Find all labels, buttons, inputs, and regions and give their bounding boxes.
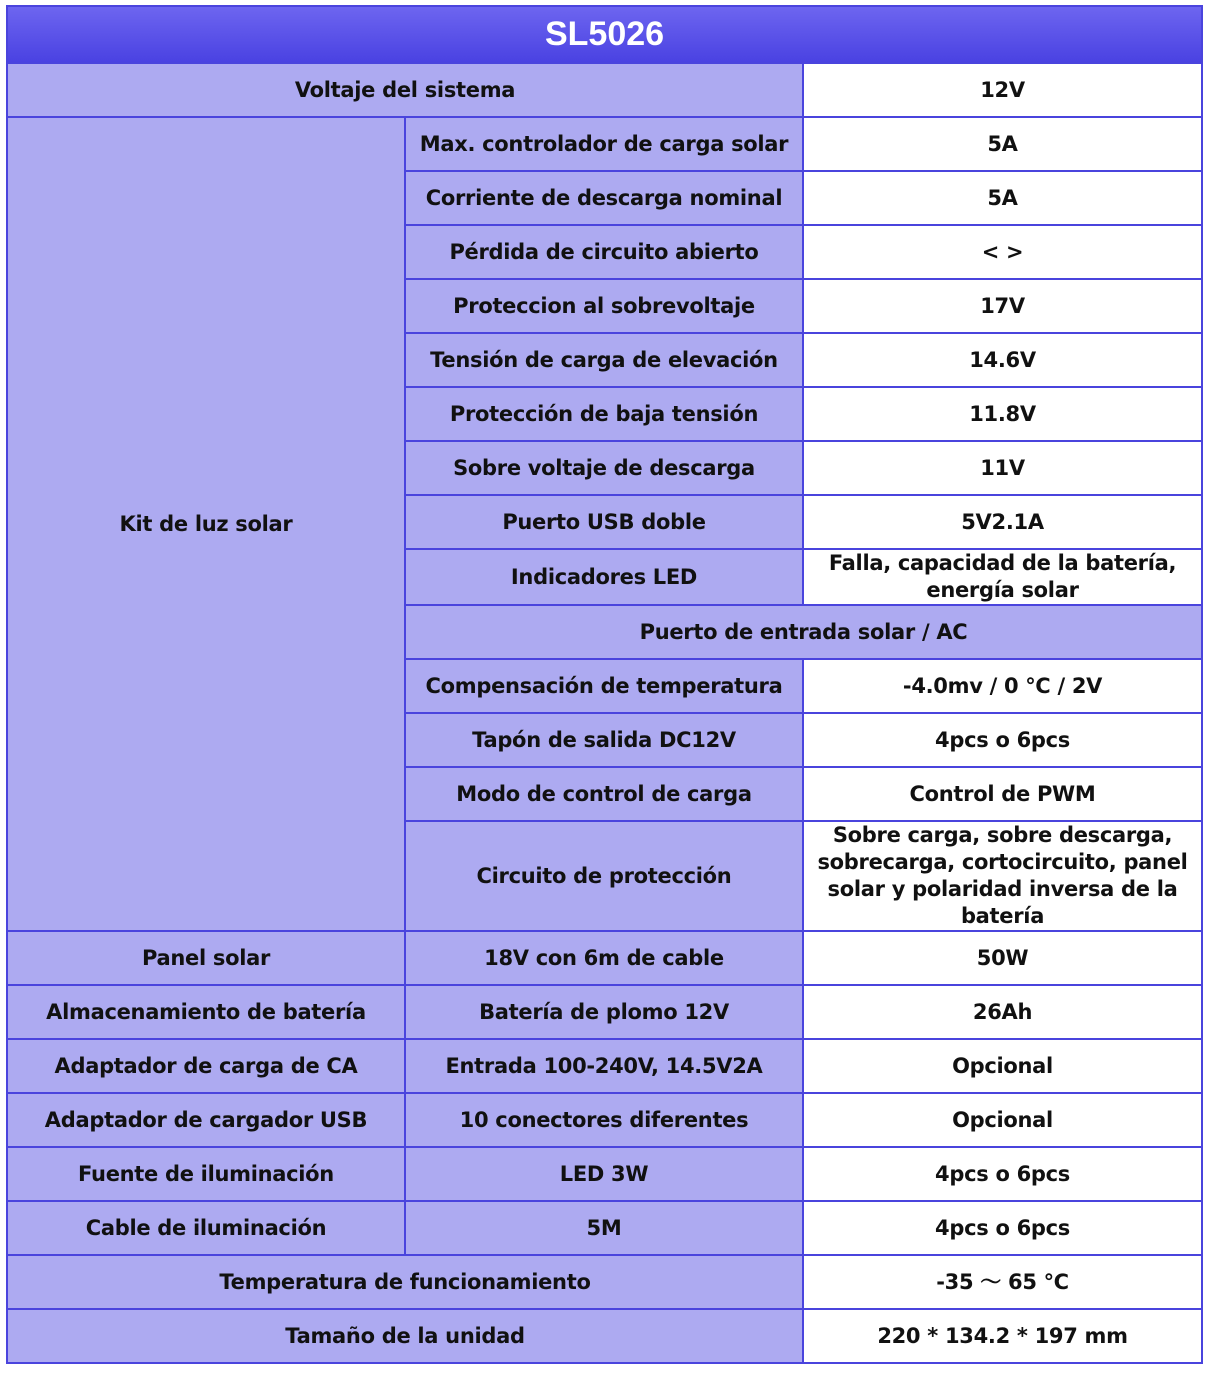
kit-row-label: Max. controlador de carga solar [405, 117, 803, 171]
table-title: SL5026 [7, 6, 1202, 63]
kit-row-label: Tensión de carga de elevación [405, 333, 803, 387]
component-value: 26Ah [803, 985, 1202, 1039]
component-spec: Batería de plomo 12V [405, 985, 803, 1039]
kit-row-value: Falla, capacidad de la batería, energía solar [803, 549, 1202, 605]
component-name: Panel solar [7, 931, 405, 985]
component-value: Opcional [803, 1093, 1202, 1147]
kit-row-value: 5A [803, 117, 1202, 171]
kit-row-value: 4pcs o 6pcs [803, 713, 1202, 767]
component-spec: 18V con 6m de cable [405, 931, 803, 985]
kit-row-value: < > [803, 225, 1202, 279]
kit-row-label: Puerto USB doble [405, 495, 803, 549]
kit-row-label: Protección de baja tensión [405, 387, 803, 441]
component-spec: Entrada 100-240V, 14.5V2A [405, 1039, 803, 1093]
component-name: Adaptador de cargador USB [7, 1093, 405, 1147]
component-value: 50W [803, 931, 1202, 985]
component-name: Fuente de iluminación [7, 1147, 405, 1201]
kit-row-value: 14.6V [803, 333, 1202, 387]
kit-row-value: 17V [803, 279, 1202, 333]
kit-row-value: Sobre carga, sobre descarga, sobrecarga, cortocircuito, panel solar y polaridad inversa de la batería [803, 821, 1202, 931]
system-voltage-value: 12V [803, 63, 1202, 117]
kit-row-label: Pérdida de circuito abierto [405, 225, 803, 279]
kit-row-value: 11V [803, 441, 1202, 495]
kit-row-value: 5A [803, 171, 1202, 225]
kit-row-label: Modo de control de carga [405, 767, 803, 821]
kit-group-label: Kit de luz solar [7, 117, 405, 931]
kit-row-value: 5V2.1A [803, 495, 1202, 549]
spec-table [6, 5, 1203, 1364]
component-value: Opcional [803, 1039, 1202, 1093]
component-name: Adaptador de carga de CA [7, 1039, 405, 1093]
component-spec: 5M [405, 1201, 803, 1255]
input-port-header: Puerto de entrada solar / AC [405, 605, 1202, 659]
kit-row-label: Tapón de salida DC12V [405, 713, 803, 767]
operating-temp-value: -35 ～ 65 ℃ [803, 1255, 1202, 1309]
component-value: 4pcs o 6pcs [803, 1201, 1202, 1255]
operating-temp-label: Temperatura de funcionamiento [7, 1255, 803, 1309]
kit-row-label: Sobre voltaje de descarga [405, 441, 803, 495]
kit-row-label: Proteccion al sobrevoltaje [405, 279, 803, 333]
component-name: Cable de iluminación [7, 1201, 405, 1255]
component-spec: 10 conectores diferentes [405, 1093, 803, 1147]
unit-size-value: 220 * 134.2 * 197 mm [803, 1309, 1202, 1363]
kit-row-value: -4.0mv / 0 ℃ / 2V [803, 659, 1202, 713]
kit-row-label: Corriente de descarga nominal [405, 171, 803, 225]
component-spec: LED 3W [405, 1147, 803, 1201]
kit-row-label: Indicadores LED [405, 549, 803, 605]
kit-row-label: Circuito de protección [405, 821, 803, 931]
system-voltage-label: Voltaje del sistema [7, 63, 803, 117]
kit-row-label: Compensación de temperatura [405, 659, 803, 713]
component-name: Almacenamiento de batería [7, 985, 405, 1039]
component-value: 4pcs o 6pcs [803, 1147, 1202, 1201]
kit-row-value: 11.8V [803, 387, 1202, 441]
unit-size-label: Tamaño de la unidad [7, 1309, 803, 1363]
kit-row-value: Control de PWM [803, 767, 1202, 821]
